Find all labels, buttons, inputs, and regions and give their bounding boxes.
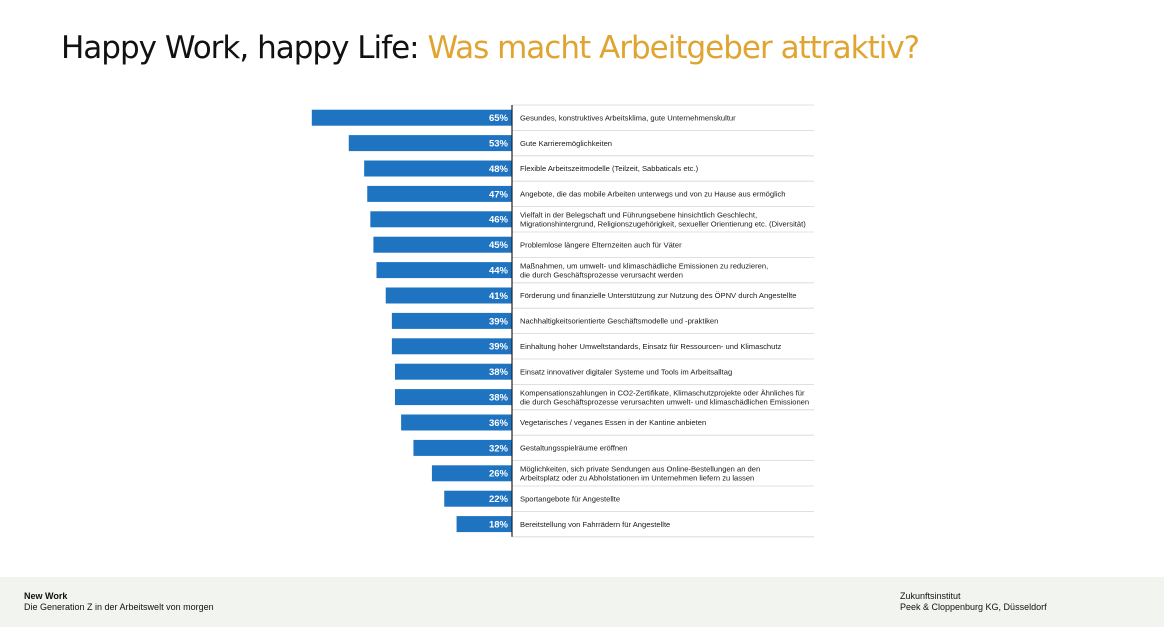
footer-source-1: Zukunftsinstitut (900, 591, 961, 601)
category-label: Bereitstellung von Fahrrädern für Angestellte (520, 519, 671, 529)
category-label: Kompensationszahlungen in CO2-Zertifikate, Klimaschutzprojekte oder Ähnliches für die durch Geschäftsprozesse verursachten umwelt- und klimaschädlichen Emissionen (520, 388, 810, 407)
category-label: Möglichkeiten, sich private Sendungen aus Online-Bestellungen an den Arbeitsplatz oder zu Abholstationen im Unternehmen liefern zu lassen (520, 464, 761, 483)
bar-value-label: 65% (488, 113, 508, 125)
bar-value-label: 46% (488, 214, 508, 226)
bar-value-label: 36% (488, 417, 508, 429)
footer-right (900, 591, 1047, 613)
bar-value-label: 48% (488, 163, 508, 175)
category-label: Gute Karrieremöglichkeiten (520, 138, 613, 148)
footer-source-2: Peek & Cloppenburg KG, Düsseldorf (900, 602, 1047, 612)
category-label: Vegetarisches / veganes Essen in der Kantine anbieten (520, 418, 707, 428)
category-label: Gestaltungsspielräume eröffnen (520, 443, 628, 453)
category-label: Flexible Arbeitszeitmodelle (Teilzeit, Sabbaticals etc.) (520, 164, 699, 174)
title-primary: Happy Work, happy Life: (61, 30, 428, 66)
title-highlight: Was macht Arbeitgeber attraktiv? (427, 30, 920, 66)
bar-value-label: 45% (488, 240, 508, 252)
footer-left (24, 591, 214, 613)
category-label: Einsatz innovativer digitaler Systeme und Tools im Arbeitsalltag (520, 367, 733, 377)
bar-value-label: 18% (488, 519, 508, 531)
bar-value-label: 38% (488, 367, 508, 379)
category-label: Förderung und finanzielle Unterstützung zur Nutzung des ÖPNV durch Angestellte (520, 291, 797, 301)
bar-value-label: 26% (488, 468, 508, 480)
footer-publication-title: New Work (24, 591, 68, 601)
category-label: Nachhaltigkeitsorientierte Geschäftsmodelle und -praktiken (520, 316, 719, 326)
footer-publication-subtitle: Die Generation Z in der Arbeitswelt von morgen (24, 602, 214, 612)
category-label: Angebote, die das mobile Arbeiten unterwegs und von zu Hause aus ermöglich (520, 189, 786, 199)
bar-value-label: 39% (488, 316, 508, 328)
footer (0, 577, 1164, 627)
bar-value-label: 22% (488, 494, 508, 506)
category-label: Vielfalt in der Belegschaft und Führungsebene hinsichtlich Geschlecht, Migrationshintergrund, Religionszugehörigkeit, sexueller Orientierung etc. (Diversität) (520, 210, 806, 229)
bar (349, 135, 512, 151)
bar-value-label: 41% (488, 290, 508, 302)
category-label: Maßnahmen, um umwelt- und klimaschädliche Emissionen zu reduzieren, die durch Geschäftsprozesse verursacht werden (520, 261, 769, 280)
bar (312, 110, 512, 126)
bar-value-label: 53% (488, 138, 508, 150)
bar-value-label: 38% (488, 392, 508, 404)
category-label: Sportangebote für Angestellte (520, 494, 621, 504)
category-label: Gesundes, konstruktives Arbeitsklima, gute Unternehmenskultur (520, 113, 736, 123)
bar-value-label: 44% (488, 265, 508, 277)
bar-value-label: 47% (488, 189, 508, 201)
category-label: Einhaltung hoher Umweltstandards, Einsatz für Ressourcen- und Klimaschutz (520, 342, 782, 351)
category-label: Problemlose längere Elternzeiten auch für Väter (520, 240, 682, 250)
bar-value-label: 32% (488, 443, 508, 455)
bar-value-label: 39% (488, 341, 508, 353)
